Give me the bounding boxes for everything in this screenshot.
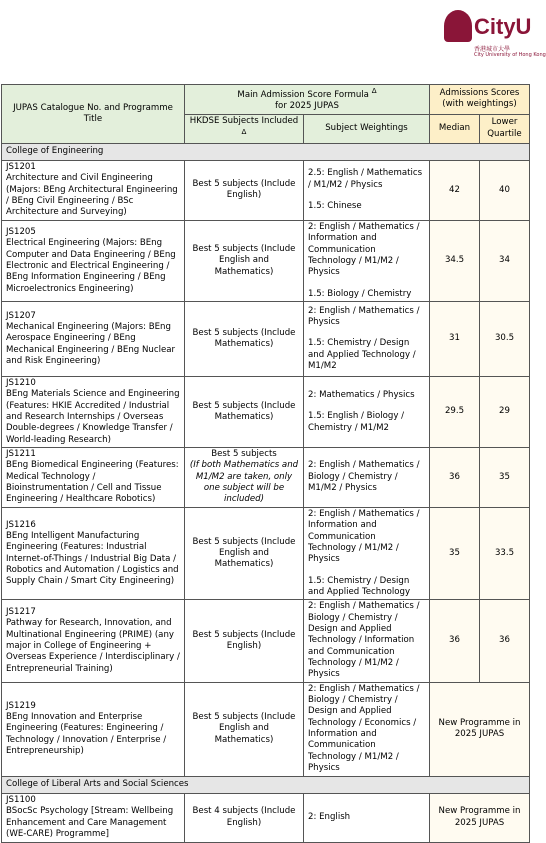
subject-weightings: 2.5: English / Mathematics / M1/M2 / Physics 1.5: Chinese [304, 161, 430, 221]
programme-title: BEng Intelligent Manufacturing Engineering (Features: Industrial Internet-of-Things / Industrial Big Data / Robotics and Automation / Logistics and Supply Chain / Smart City Engineering) [6, 530, 179, 587]
header-programme: JUPAS Catalogue No. and Programme Title [2, 85, 185, 144]
median-score: 31 [430, 301, 480, 376]
programme-title: BEng Innovation and Enterprise Engineering (Features: Engineering / Technology / Innovation / Enterprise / Entrepreneurship) [6, 712, 167, 757]
programme-title: BSocSc Psychology [Stream: Wellbeing Enhancement and Care Management (WE-CARE) Programme] [6, 806, 174, 839]
college-row: College of Liberal Arts and Social Sciences [2, 776, 530, 793]
college-row: College of Engineering [2, 144, 530, 161]
header-scores [430, 85, 530, 115]
programme-code: JS1216 [6, 519, 36, 530]
header-subject-weightings: Subject Weightings [304, 114, 430, 144]
logo-chinese-name: 香港城市大學 [474, 46, 511, 53]
programme-cell [2, 161, 185, 221]
hkdse-subjects: Best 5 subjects (Include Mathematics) [185, 376, 304, 447]
programme-code: JS1210 [6, 377, 36, 388]
programme-title: Mechanical Engineering (Majors: BEng Aerospace Engineering / BEng Mechanical Engineering / BEng Nuclear and Risk Engineering) [6, 321, 176, 366]
subject-weightings: 2: English / Mathematics / Physics 1.5: Chemistry / Design and Applied Technology / M1/M2 [304, 301, 430, 376]
median-score: 34.5 [430, 220, 480, 301]
programme-cell [2, 507, 185, 599]
programme-cell [2, 793, 185, 842]
admission-scores-table [1, 84, 530, 843]
lower-quartile-score: 40 [480, 161, 530, 221]
scores-subtitle: (with weightings) [442, 99, 517, 110]
subject-weightings: 2: Mathematics / Physics 1.5: English / Biology / Chemistry / M1/M2 [304, 376, 430, 447]
programme-title: BEng Materials Science and Engineering (Features: HKIE Accredited / Industrial and Research Internships / Overseas Double-degrees / Knowledge Transfer / World-leading Research) [6, 389, 180, 445]
programme-row [2, 682, 530, 776]
new-programme-note: New Programme in 2025 JUPAS [430, 682, 530, 776]
lower-quartile-score: 33.5 [480, 507, 530, 599]
programme-cell [2, 376, 185, 447]
subject-weightings: 2: English / Mathematics / Biology / Chemistry / M1/M2 / Physics [304, 447, 430, 507]
hkdse-subjects: Best 5 subjects (Include Mathematics) [185, 301, 304, 376]
programme-code: JS1100 [6, 794, 36, 805]
programme-cell [2, 301, 185, 376]
programme-title: Electrical Engineering (Majors: BEng Computer and Data Engineering / BEng Electronic and Electrical Engineering / BEng Information Engineering / BEng Microelectronics Engineering) [6, 238, 176, 294]
hkdse-subjects: Best 5 subjects (Include English) [185, 161, 304, 221]
subject-weightings: 2: English / Mathematics / Biology / Chemistry / Design and Applied Technology / Information and Communication Technology / M1/M2 / Physics [304, 600, 430, 682]
median-score: 35 [430, 507, 480, 599]
logo-brand: CityU [474, 14, 532, 39]
programme-title: Architecture and Civil Engineering (Majors: BEng Architectural Engineering / BEng Civil Engineering / BSc Architecture and Surveying) [6, 173, 178, 218]
median-score: 42 [430, 161, 480, 221]
lower-quartile-score: 36 [480, 600, 530, 682]
header-lower-quartile: Lower Quartile [480, 114, 530, 144]
hkdse-subjects: Best 5 subjects (Include English and Mathematics) [185, 507, 304, 599]
subject-weightings: 2: English / Mathematics / Information and Communication Technology / M1/M2 / Physics 1.5: Biology / Chemistry [304, 220, 430, 301]
logo-english-name: City University of Hong Kong [474, 52, 546, 58]
programme-title: BEng Biomedical Engineering (Features: Medical Technology / Bioinstrumentation / Cell and Tissue Engineering / Healthcare Robotics) [6, 460, 179, 505]
cityu-logo [444, 4, 546, 72]
hkdse-subjects: Best 5 subjects (If both Mathematics and M1/M2 are taken, only one subject will be included) [185, 447, 304, 507]
programme-cell [2, 600, 185, 682]
hkdse-subjects: Best 5 subjects (Include English and Mathematics) [185, 682, 304, 776]
programme-row [2, 301, 530, 376]
formula-subtitle: for 2025 JUPAS [275, 101, 339, 112]
median-score: 36 [430, 447, 480, 507]
formula-title: Main Admission Score Formula [237, 89, 369, 100]
scores-title: Admissions Scores [439, 87, 520, 98]
hkdse-subjects: Best 4 subjects (Include English) [185, 793, 304, 842]
subject-weightings: 2: English [304, 793, 430, 842]
hkdse-subjects: Best 5 subjects (Include English) [185, 600, 304, 682]
median-score: 29.5 [430, 376, 480, 447]
logo-mark-icon [444, 10, 472, 42]
programme-code: JS1211 [6, 449, 36, 460]
programme-row [2, 793, 530, 842]
lower-quartile-score: 35 [480, 447, 530, 507]
programme-row [2, 507, 530, 599]
programme-row [2, 220, 530, 301]
programme-title: Pathway for Research, Innovation, and Multinational Engineering (PRIME) (any major in College of Engineering + Overseas Experience / Interdisciplinary / Entrepreneurial Training) [6, 618, 180, 674]
programme-row [2, 600, 530, 682]
programme-row [2, 447, 530, 507]
programme-row [2, 161, 530, 221]
lower-quartile-score: 29 [480, 376, 530, 447]
programme-code: JS1219 [6, 700, 36, 711]
top-bar [0, 0, 546, 84]
header-formula [185, 85, 430, 115]
subject-weightings: 2: English / Mathematics / Information and Communication Technology / M1/M2 / Physics 1.5: Chemistry / Design and Applied Technology [304, 507, 430, 599]
subjects-note: (If both Mathematics and M1/M2 are taken, only one subject will be included) [189, 460, 299, 505]
programme-cell [2, 682, 185, 776]
subject-weightings: 2: English / Mathematics / Biology / Chemistry / Design and Applied Technology / Economics / Information and Communication Technology / M1/M2 / Physics [304, 682, 430, 776]
median-score: 36 [430, 600, 480, 682]
programme-code: JS1205 [6, 226, 36, 237]
header-median: Median [430, 114, 480, 144]
hkdse-subjects: Best 5 subjects (Include English and Mathematics) [185, 220, 304, 301]
formula-note-mark: Δ [371, 86, 377, 95]
lower-quartile-score: 34 [480, 220, 530, 301]
programme-row [2, 376, 530, 447]
programme-code: JS1217 [6, 607, 36, 618]
programme-cell [2, 220, 185, 301]
lower-quartile-score: 30.5 [480, 301, 530, 376]
header-hkdse-subjects: HKDSE Subjects Included $^\Delta$ [185, 114, 304, 144]
programme-code: JS1201 [6, 162, 36, 173]
new-programme-note: New Programme in 2025 JUPAS [430, 793, 530, 842]
programme-code: JS1207 [6, 310, 36, 321]
programme-cell [2, 447, 185, 507]
